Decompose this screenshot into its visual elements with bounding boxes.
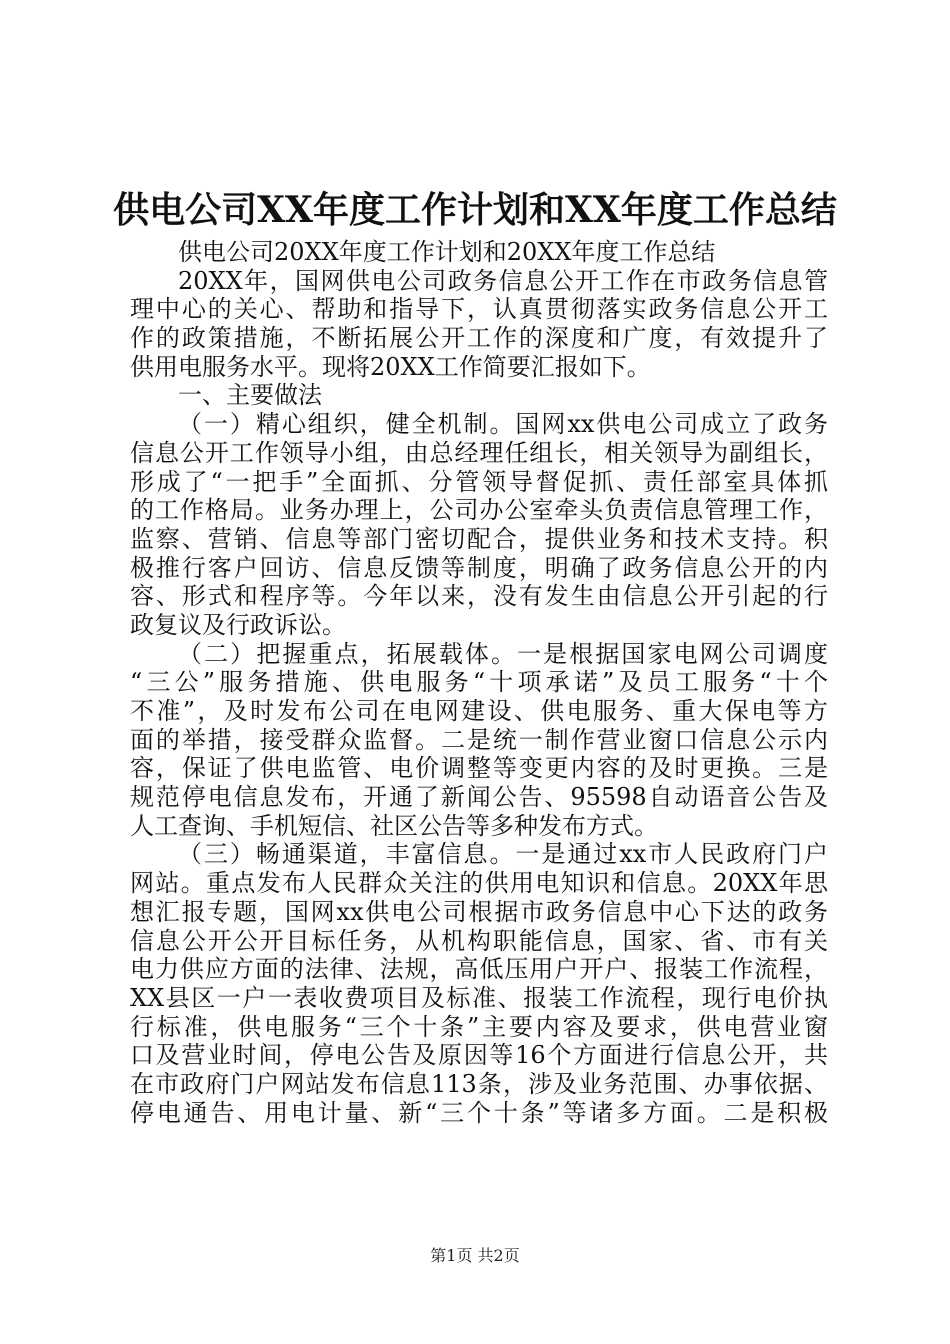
body-line: 作的政策措施，不断拓展公开工作的深度和广度，有效提升了 — [130, 324, 828, 353]
body-line: 面的举措，接受群众监督。二是统一制作营业窗口信息公示内 — [130, 725, 828, 754]
body-line: 电力供应方面的法律、法规，高低压用户开户、报装工作流程， — [130, 955, 828, 984]
page-footer — [0, 1246, 950, 1266]
body-line: 在市政府门户网站发布信息113条，涉及业务范围、办事依据、 — [130, 1069, 828, 1098]
body-line: 形成了“一把手”全面抓、分管领导督促抓、责任部室具体抓 — [130, 467, 828, 496]
body-line: “三公”服务措施、供电服务“十项承诺”及员工服务“十个 — [130, 668, 828, 697]
body-line: （一）精心组织，健全机制。国网xx供电公司成立了政务 — [178, 410, 828, 439]
body-line: 理中心的关心、帮助和指导下，认真贯彻落实政务信息公开工 — [130, 295, 828, 324]
body-line: 信息公开公开目标任务，从机构职能信息，国家、省、市有关 — [130, 926, 828, 955]
body-line: 容，保证了供电监管、电价调整等变更内容的及时更换。三是 — [130, 754, 828, 783]
body-line: 容、形式和程序等。今年以来，没有发生由信息公开引起的行 — [130, 582, 828, 611]
document-title: 供电公司XX年度工作计划和XX年度工作总结 — [113, 189, 837, 231]
body-line: 极推行客户回访、信息反馈等制度，明确了政务信息公开的内 — [130, 553, 828, 582]
body-line: 网站。重点发布人民群众关注的供用电知识和信息。20XX年思 — [130, 869, 828, 898]
page-number: 第1页 共2页 — [430, 1246, 520, 1265]
body-line: 人工查询、手机短信、社区公告等多种发布方式。 — [130, 811, 658, 840]
body-line: 想汇报专题，国网xx供电公司根据市政务信息中心下达的政务 — [130, 897, 828, 926]
body-line: 政复议及行政诉讼。 — [130, 610, 346, 639]
body-line: （三）畅通渠道，丰富信息。一是通过xx市人民政府门户 — [178, 840, 828, 869]
body-line: XX县区一户一表收费项目及标准、报装工作流程，现行电价执 — [130, 983, 828, 1012]
body-line: 不准”，及时发布公司在电网建设、供电服务、重大保电等方 — [130, 697, 828, 725]
body-line: 规范停电信息发布，开通了新闻公告、95598自动语音公告及 — [130, 783, 828, 812]
body-line: 信息公开工作领导小组，由总经理任组长，相关领导为副组长， — [130, 438, 828, 467]
document-body — [130, 238, 828, 1127]
body-line: 供用电服务水平。现将20XX工作简要汇报如下。 — [130, 352, 651, 381]
body-line: 口及营业时间，停电公告及原因等16个方面进行信息公开，共 — [130, 1041, 828, 1070]
body-line: 供电公司20XX年度工作计划和20XX年度工作总结 — [178, 238, 716, 266]
body-line: 停电通告、用电计量、新“三个十条”等诸多方面。二是积极 — [130, 1098, 828, 1127]
section-heading: 一、主要做法 — [178, 381, 322, 410]
body-line: （二）把握重点，拓展载体。一是根据国家电网公司调度 — [178, 639, 828, 668]
body-line: 监察、营销、信息等部门密切配合，提供业务和技术支持。积 — [130, 524, 828, 553]
body-line: 行标准，供电服务“三个十条”主要内容及要求，供电营业窗 — [130, 1012, 828, 1041]
body-line: 20XX年，国网供电公司政务信息公开工作在市政务信息管 — [178, 266, 828, 295]
body-line: 的工作格局。业务办理上，公司办公室牵头负责信息管理工作， — [130, 496, 828, 525]
